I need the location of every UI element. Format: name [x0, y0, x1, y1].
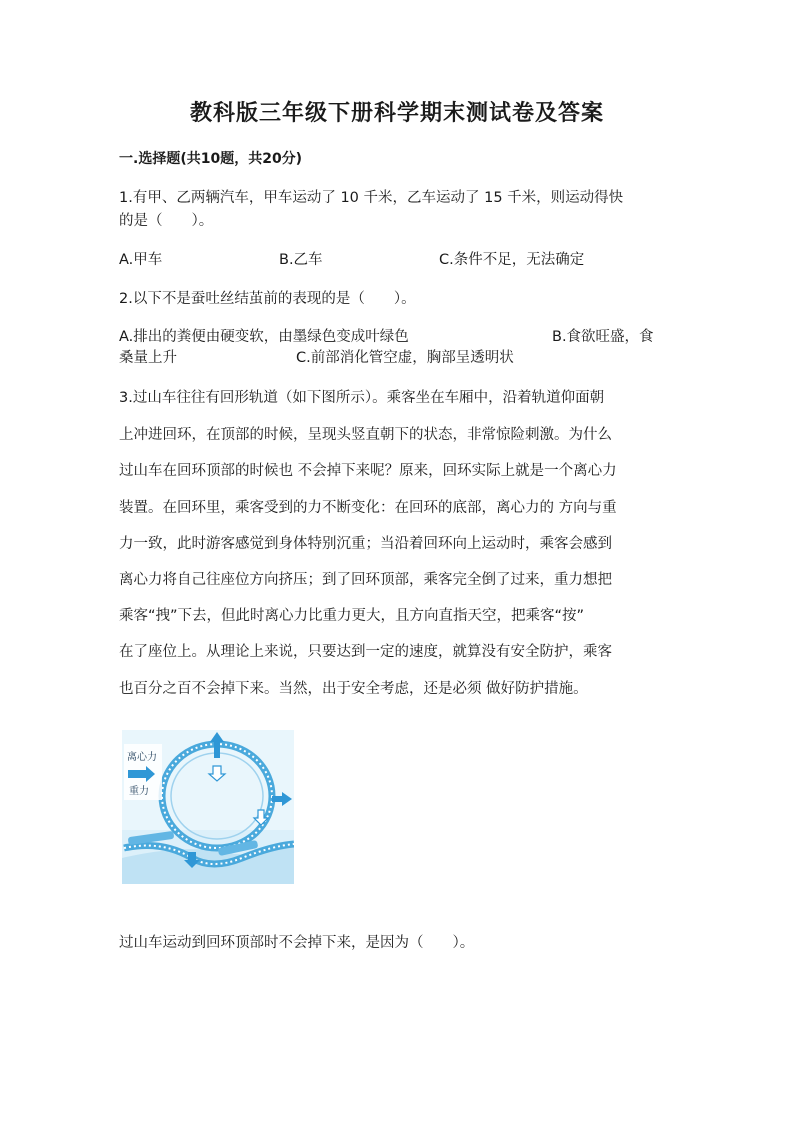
- q3-line: 3.过山车往往有回形轨道（如下图所示）。乘客坐在车厢中，沿着轨道仰面朝: [119, 390, 605, 406]
- q3-line: 过山车在回环顶部的时候也 不会掉下来呢？原来，回环实际上就是一个离心力: [119, 463, 617, 479]
- roller-coaster-loop-figure: [122, 730, 294, 884]
- q3-line: 也百分之百不会掉下来。当然，出于安全考虑，还是必须 做好防护措施。: [119, 681, 588, 697]
- q1-option-b: B.乙车: [279, 252, 323, 268]
- legend-gravity-label: 重力: [129, 786, 149, 797]
- q3-line: 在了座位上。从理论上来说，只要达到一定的速度，就算没有安全防护，乘客: [119, 644, 612, 660]
- q3-line: 离心力将自己往座位方向挤压；到了回环顶部，乘客完全倒了过来，重力想把: [119, 572, 612, 588]
- q2-option-b: B.食欲旺盛，食: [552, 329, 654, 345]
- q1-stem-line2: 的是（ ）。: [119, 213, 214, 229]
- q3-question: 过山车运动到回环顶部时不会掉下来，是因为（ ）。: [119, 935, 475, 951]
- q2-option-b-cont: 桑量上升: [119, 350, 177, 366]
- q3-line: 上冲进回环，在顶部的时候，呈现头竖直朝下的状态，非常惊险刺激。为什么: [119, 427, 612, 443]
- section-heading: 一.选择题(共10题，共20分): [119, 151, 303, 167]
- page-title: 教科版三年级下册科学期末测试卷及答案: [189, 100, 604, 126]
- q3-line: 乘客“拽”下去，但此时离心力比重力更大，且方向直指天空，把乘客“按”: [119, 608, 585, 624]
- legend-centrifugal-label: 离心力: [127, 752, 157, 763]
- q2-option-a: A.排出的粪便由硬变软，由墨绿色变成叶绿色: [119, 329, 409, 345]
- q3-line: 力一致，此时游客感觉到身体特别沉重；当沿着回环向上运动时，乘客会感到: [119, 536, 612, 552]
- q1-option-a: A.甲车: [119, 252, 163, 268]
- q1-option-c: C.条件不足，无法确定: [439, 252, 585, 268]
- q2-option-c: C.前部消化管空虚，胸部呈透明状: [296, 350, 514, 366]
- q3-line: 装置。在回环里，乘客受到的力不断变化：在回环的底部，离心力的 方向与重: [119, 500, 617, 516]
- q2-stem: 2.以下不是蚕吐丝结茧前的表现的是（ ）。: [119, 291, 416, 307]
- q1-stem-line1: 1.有甲、乙两辆汽车，甲车运动了 10 千米，乙车运动了 15 千米，则运动得快: [119, 190, 624, 206]
